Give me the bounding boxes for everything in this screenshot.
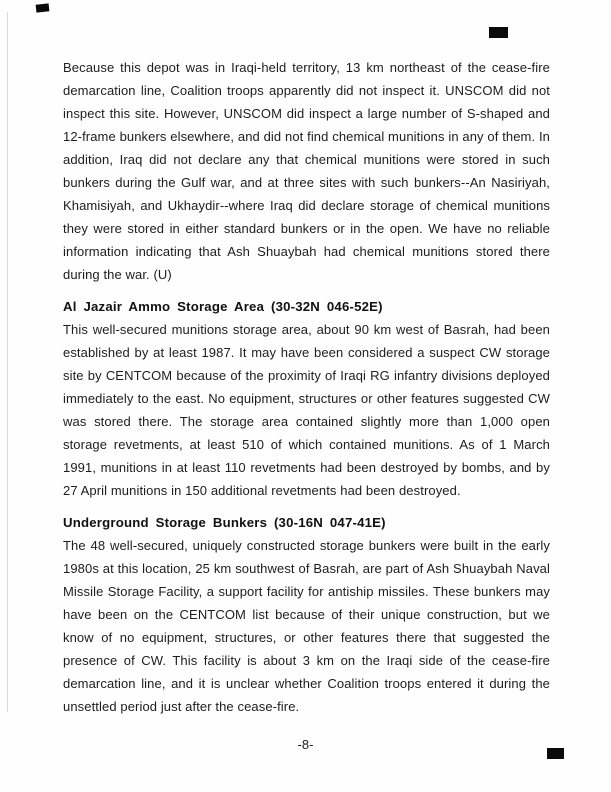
scan-edge-line xyxy=(7,12,8,712)
paragraph-al-jazair: This well-secured munitions storage area, about 90 km west of Basrah, had been established by at least 1987. It may have been considered a suspect CW storage site by CENTCOM because of the proximity of Iraqi RG infantry divisions deployed immediately to the east. No equipment, structures or other features suggested CW was stored there. The storage area contained slightly more than 1,000 open storage revetments, at least 510 of which contained munitions. As of 1 March 1991, munitions in at least 110 revetments had been destroyed by bombs, and by 27 April munitions in 150 additional revetments had been destroyed. xyxy=(63,322,550,498)
page-number: -8- xyxy=(297,737,314,752)
ink-mark-top-right xyxy=(489,27,508,38)
document-body xyxy=(63,56,550,718)
heading-underground-storage-bunkers: Underground Storage Bunkers (30-16N 047-41E) xyxy=(63,515,386,530)
paragraph-intro: Because this depot was in Iraqi-held territory, 13 km northeast of the cease-fire demarcation line, Coalition troops apparently did not inspect it. UNSCOM did not inspect this site. However, UNSCOM did inspect a large number of S-shaped and 12-frame bunkers elsewhere, and did not find chemical munitions in any of them. In addition, Iraq did not declare any that chemical munitions were stored in such bunkers during the Gulf war, and at three sites with such bunkers--An Nasiriyah, Khamisiyah, and Ukhaydir--where Iraq did declare storage of chemical munitions they were stored in either standard bunkers or in the open. We have no reliable information indicating that Ash Shuaybah had chemical munitions stored there during the war. (U) xyxy=(63,60,550,282)
ink-mark-top-left xyxy=(36,3,50,12)
paragraph-underground-bunkers: The 48 well-secured, uniquely constructed storage bunkers were built in the early 1980s at this location, 25 km southwest of Basrah, are part of Ash Shuaybah Naval Missile Storage Facility, a support facility for antiship missiles. These bunkers may have been on the CENTCOM list because of their unique construction, but we know of no equipment, structures, or other features there that suggested the presence of CW. This facility is about 3 km on the Iraqi side of the cease-fire demarcation line, and it is unclear whether Coalition troops entered it during the unsettled period just after the cease-fire. xyxy=(63,538,550,714)
heading-al-jazair-ammo-storage-area: Al Jazair Ammo Storage Area (30-32N 046-52E) xyxy=(63,299,383,314)
